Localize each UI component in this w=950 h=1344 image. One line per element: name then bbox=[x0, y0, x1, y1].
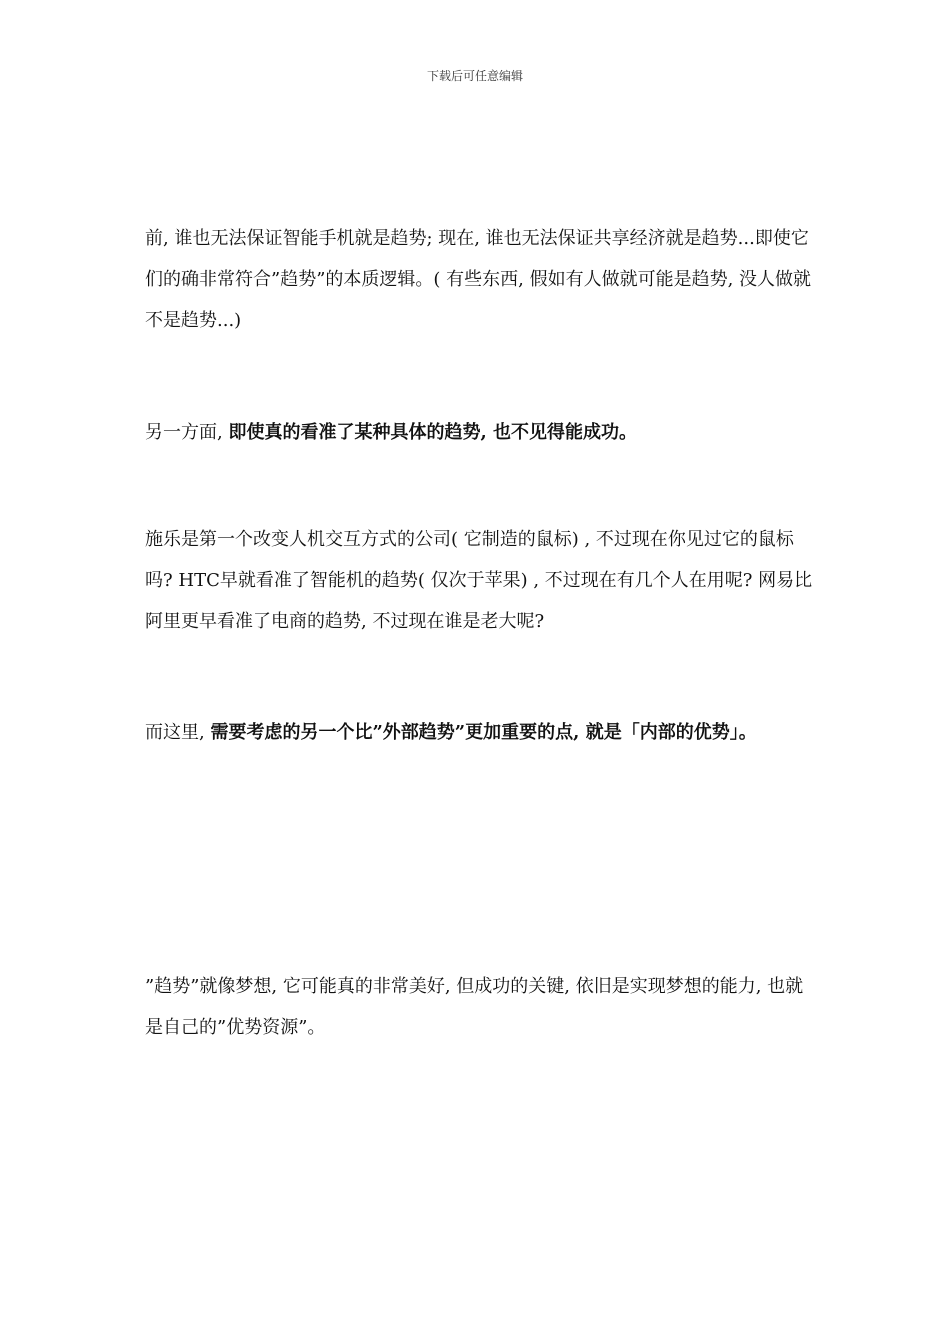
paragraph-lead-text: 另一方面, bbox=[145, 422, 229, 443]
paragraph-text: 施乐是第一个改变人机交互方式的公司( 它制造的鼠标) , 不过现在你见过它的鼠标吗? HTC早就看准了智能机的趋势( 仅次于苹果) , 不过现在有几个人在用呢? 网易比阿里更早看准了电商的趋势, 不过现在谁是老大呢? bbox=[145, 529, 813, 632]
paragraph-on-the-other-hand bbox=[145, 412, 815, 453]
paragraph-bold-text: 即使真的看准了某种具体的趋势, 也不见得能成功。 bbox=[228, 422, 637, 443]
paragraph-internal-advantage bbox=[145, 712, 815, 753]
paragraph-lead-text: 而这里, bbox=[145, 722, 211, 743]
paragraph-text: 前, 谁也无法保证智能手机就是趋势; 现在, 谁也无法保证共享经济就是趋势...即使它们的确非常符合”趋势”的本质逻辑。( 有些东西, 假如有人做就可能是趋势, 没人做就不是趋势...) bbox=[145, 228, 812, 331]
page-header: 下载后可任意编辑 bbox=[426, 69, 523, 83]
paragraph-trend-like-dream bbox=[145, 966, 815, 1048]
paragraph-examples bbox=[145, 519, 815, 642]
paragraph-trend-uncertainty bbox=[145, 218, 815, 341]
paragraph-bold-text: 需要考虑的另一个比”外部趋势”更加重要的点, 就是「内部的优势」。 bbox=[210, 722, 757, 743]
paragraph-text: ”趋势”就像梦想, 它可能真的非常美好, 但成功的关键, 依旧是实现梦想的能力, 也就是自己的”优势资源”。 bbox=[145, 976, 804, 1038]
